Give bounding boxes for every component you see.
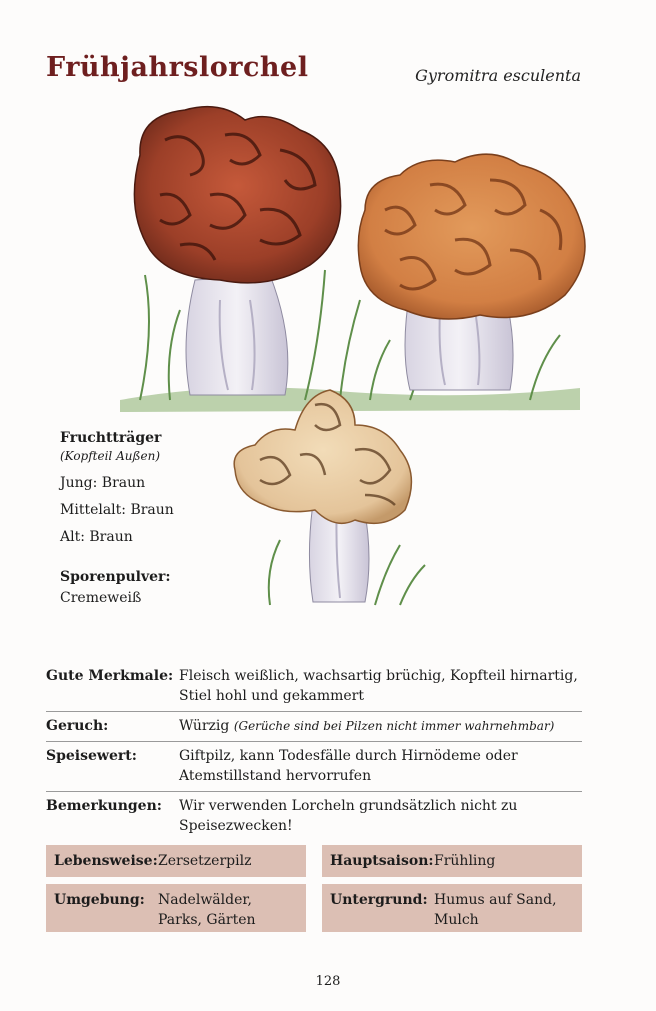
box-umgebung <box>46 884 306 932</box>
detail-row-speisewert <box>46 742 582 792</box>
box-key: Umgebung: <box>54 892 145 908</box>
gyromitra-mushroom-drawings <box>110 100 590 420</box>
detail-key: Speisewert: <box>46 748 137 764</box>
detail-row-merkmale <box>46 662 582 712</box>
detail-row-geruch <box>46 712 582 742</box>
box-value: Humus auf Sand, Mulch <box>434 892 557 928</box>
gyromitra-mushroom-pale-drawing <box>225 380 435 610</box>
detail-value: Wir verwenden Lorcheln grundsätzlich nicht zu Speisezwecken! <box>179 798 518 834</box>
detail-key: Geruch: <box>46 718 109 734</box>
spore-value: Cremeweiß <box>60 590 142 606</box>
detail-key: Bemerkungen: <box>46 798 162 814</box>
box-value: Frühling <box>434 853 496 869</box>
box-value: Nadelwälder, Parks, Gärten <box>158 892 256 928</box>
color-middle: Mittelalt: Braun <box>60 502 174 518</box>
box-key: Untergrund: <box>330 892 428 908</box>
box-untergrund <box>322 884 582 932</box>
detail-note: (Gerüche sind bei Pilzen nicht immer wahrnehmbar) <box>233 719 555 733</box>
box-key: Lebensweise: <box>54 853 158 869</box>
detail-value: Würzig <box>179 718 230 734</box>
spore-label: Sporenpulver: <box>60 569 171 585</box>
detail-row-bemerkungen <box>46 792 582 841</box>
fruchttraeger-subheading: (Kopfteil Außen) <box>60 449 161 463</box>
color-young: Jung: Braun <box>60 475 146 491</box>
color-old: Alt: Braun <box>60 529 133 545</box>
detail-value-wrap <box>179 716 582 736</box>
box-key: Hauptsaison: <box>330 853 434 869</box>
box-lebensweise <box>46 845 306 877</box>
page-number: 128 <box>315 974 341 989</box>
fruchttraeger-heading: Fruchtträger <box>60 430 162 446</box>
box-hauptsaison <box>322 845 582 877</box>
page-title: Frühjahrslorchel <box>46 52 309 83</box>
details-table <box>46 662 582 841</box>
detail-key: Gute Merkmale: <box>46 668 174 684</box>
detail-value: Giftpilz, kann Todesfälle durch Hirnödeme oder Atemstillstand hervorrufen <box>179 748 518 784</box>
detail-value: Fleisch weißlich, wachsartig brüchig, Kopfteil hirnartig, Stiel hohl und gekammert <box>179 668 578 704</box>
box-value: Zersetzerpilz <box>158 853 252 869</box>
latin-name: Gyromitra esculenta <box>415 66 581 85</box>
